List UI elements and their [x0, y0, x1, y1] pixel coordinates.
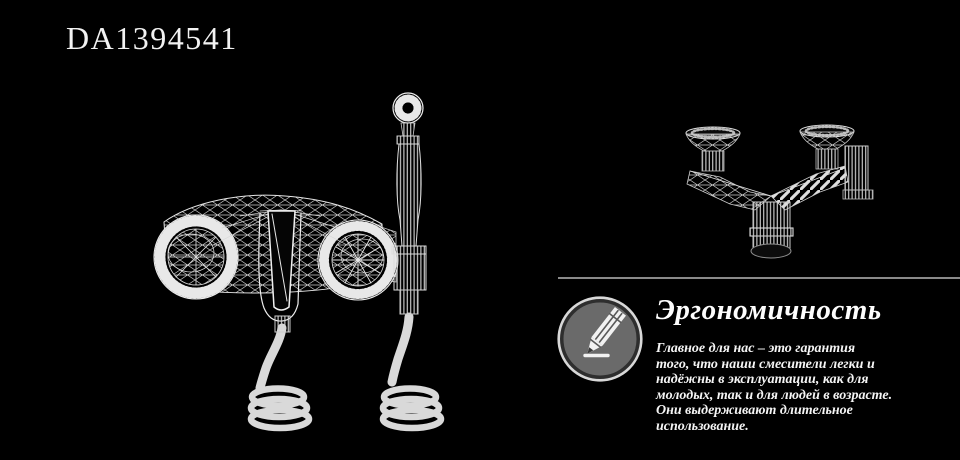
feature-title: Эргономичность: [656, 294, 882, 326]
feature-description-line: использование.: [656, 418, 749, 434]
feature-description-line: Главное для нас – это гарантия: [656, 341, 856, 356]
right-hose: [383, 317, 441, 428]
left-drum: [154, 215, 238, 299]
main-product-wireframe-image: [120, 70, 460, 440]
pencil-badge: [555, 294, 645, 384]
feature-description-line: того, что наши смесители легки и: [656, 356, 875, 372]
left-hose: [251, 328, 309, 428]
handle: [392, 93, 426, 314]
right-drum: [318, 220, 398, 300]
section-divider: [558, 277, 960, 279]
handle-block: [843, 146, 873, 199]
feature-description-line: надёжны в эксплуатации, как для: [656, 372, 869, 388]
secondary-product-wireframe-image: [660, 110, 900, 270]
product-code: DA1394541: [66, 20, 238, 56]
feature-description-line: молодых, так и для людей в возрасте.: [656, 387, 893, 403]
left-flange: [686, 127, 740, 171]
feature-description: [656, 341, 960, 435]
outlet-cylinder: [750, 202, 793, 258]
feature-description-line: Они выдерживают длительное: [656, 403, 853, 419]
